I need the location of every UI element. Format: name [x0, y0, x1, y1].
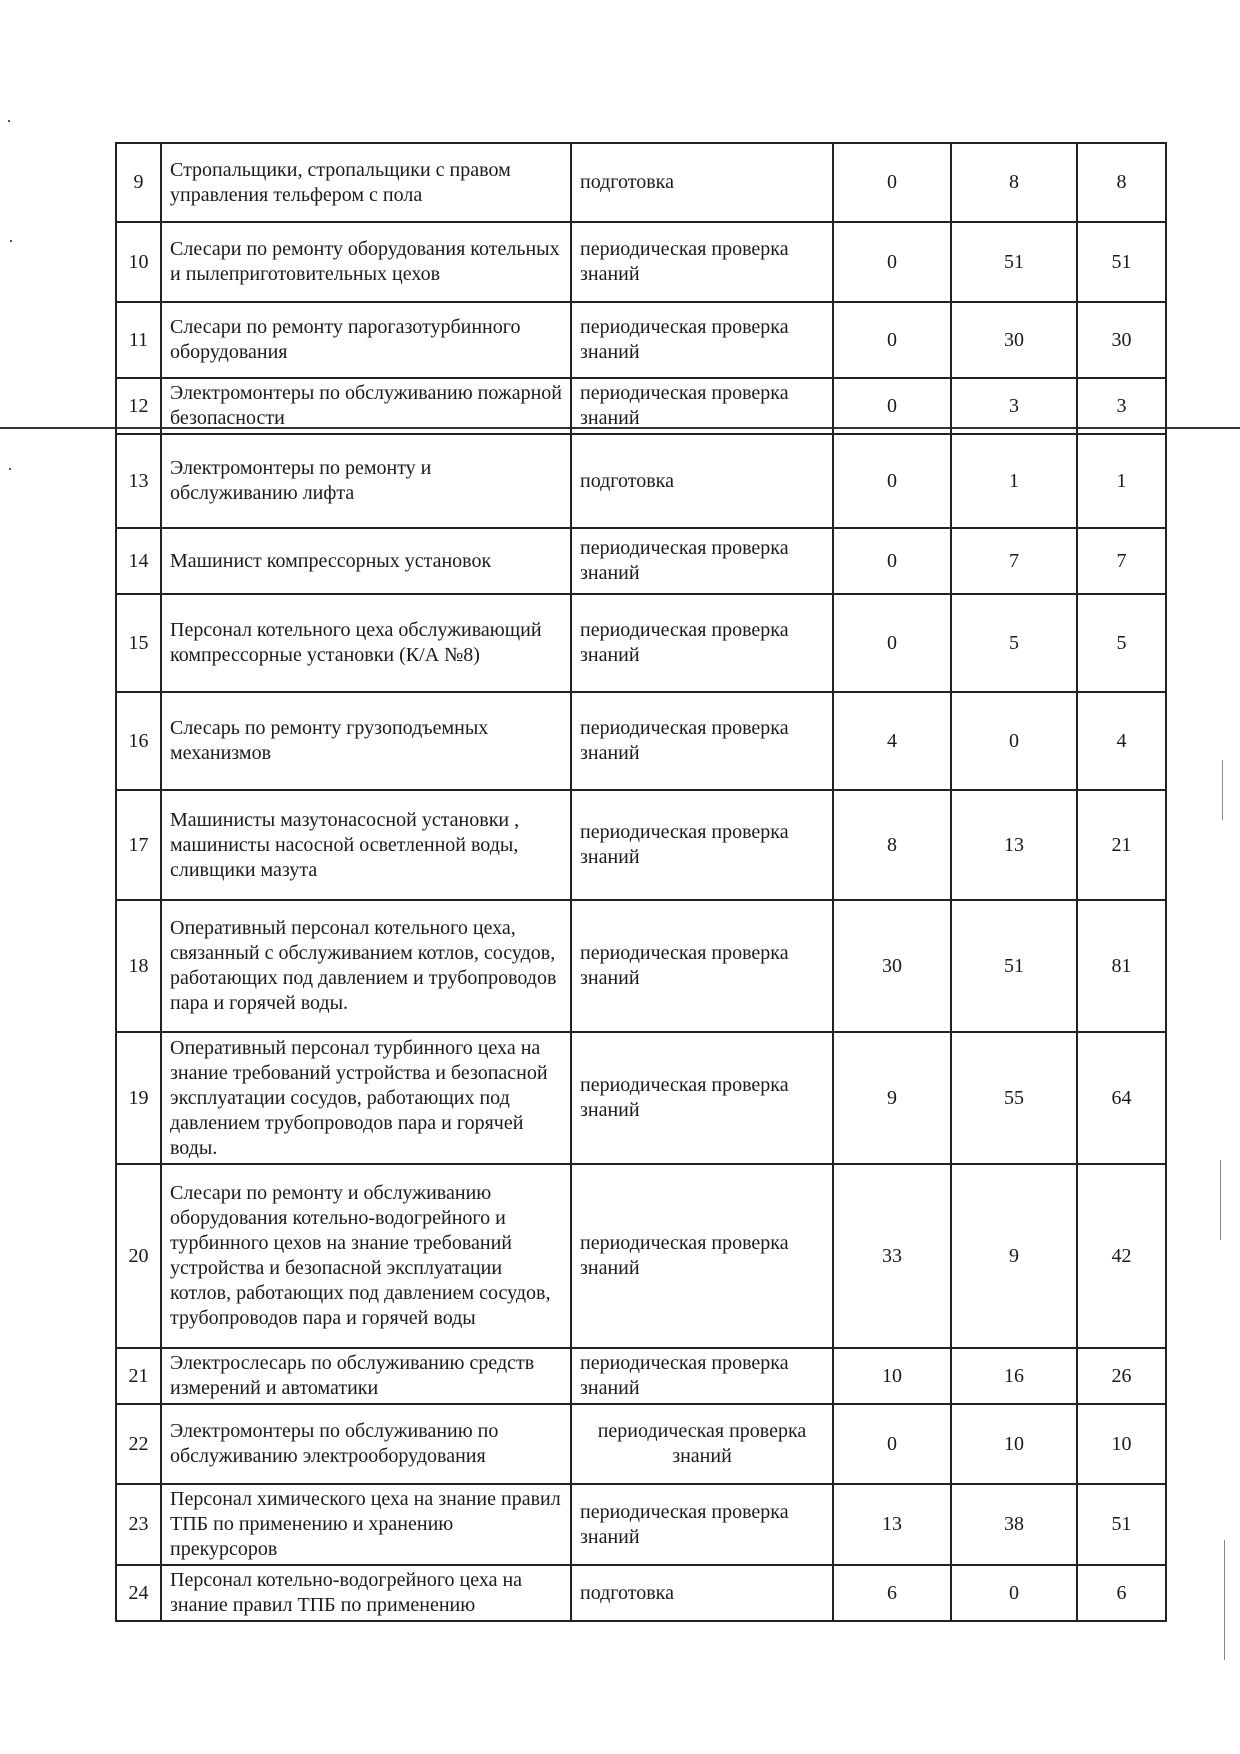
personnel-category: Электромонтеры по ремонту и обслуживанию лифта [161, 434, 571, 528]
count-total: 30 [1077, 302, 1166, 378]
count-col-1: 4 [833, 692, 951, 790]
count-col-1: 9 [833, 1032, 951, 1164]
count-col-1: 30 [833, 900, 951, 1032]
training-type: периодическая проверка знаний [571, 1484, 833, 1565]
training-type: периодическая проверка знаний [571, 1404, 833, 1484]
row-number: 18 [116, 900, 161, 1032]
count-total: 3 [1077, 378, 1166, 434]
personnel-category: Персонал котельного цеха обслуживающий компрессорные установки (К/А №8) [161, 594, 571, 692]
count-total: 5 [1077, 594, 1166, 692]
training-type: периодическая проверка знаний [571, 528, 833, 594]
count-total: 51 [1077, 222, 1166, 302]
training-type: периодическая проверка знаний [571, 1164, 833, 1348]
scan-speck [10, 240, 12, 242]
table-row [116, 1348, 1166, 1404]
training-type: периодическая проверка знаний [571, 222, 833, 302]
count-col-1: 33 [833, 1164, 951, 1348]
personnel-category: Слесари по ремонту парогазотурбинного оборудования [161, 302, 571, 378]
training-type: периодическая проверка знаний [571, 1348, 833, 1404]
table-row [116, 692, 1166, 790]
count-total: 81 [1077, 900, 1166, 1032]
table-row [116, 143, 1166, 222]
count-col-2: 10 [951, 1404, 1077, 1484]
row-number: 11 [116, 302, 161, 378]
training-type: периодическая проверка знаний [571, 790, 833, 900]
table-row [116, 594, 1166, 692]
row-number: 13 [116, 434, 161, 528]
table-row [116, 434, 1166, 528]
table-row [116, 1164, 1166, 1348]
table-row [116, 1484, 1166, 1565]
personnel-category: Электромонтеры по обслуживанию пожарной безопасности [161, 378, 571, 434]
count-col-2: 9 [951, 1164, 1077, 1348]
count-col-1: 13 [833, 1484, 951, 1565]
training-type: подготовка [571, 143, 833, 222]
row-number: 20 [116, 1164, 161, 1348]
count-col-2: 3 [951, 378, 1077, 434]
count-total: 26 [1077, 1348, 1166, 1404]
count-col-2: 0 [951, 692, 1077, 790]
row-number: 22 [116, 1404, 161, 1484]
training-table [115, 142, 1167, 1622]
training-type: подготовка [571, 434, 833, 528]
count-col-2: 5 [951, 594, 1077, 692]
row-number: 9 [116, 143, 161, 222]
personnel-category: Слесарь по ремонту грузоподъемных механизмов [161, 692, 571, 790]
count-col-2: 7 [951, 528, 1077, 594]
table-row [116, 1404, 1166, 1484]
row-number: 10 [116, 222, 161, 302]
table-row [116, 790, 1166, 900]
count-col-1: 0 [833, 143, 951, 222]
count-total: 10 [1077, 1404, 1166, 1484]
count-col-2: 13 [951, 790, 1077, 900]
personnel-category: Электромонтеры по обслуживанию по обслуживанию электрооборудования [161, 1404, 571, 1484]
count-col-1: 0 [833, 434, 951, 528]
count-col-1: 0 [833, 378, 951, 434]
row-number: 24 [116, 1565, 161, 1621]
count-col-2: 51 [951, 900, 1077, 1032]
table-row [116, 528, 1166, 594]
row-number: 23 [116, 1484, 161, 1565]
table-row [116, 900, 1166, 1032]
count-col-1: 0 [833, 1404, 951, 1484]
count-col-2: 16 [951, 1348, 1077, 1404]
count-total: 8 [1077, 143, 1166, 222]
personnel-category: Слесари по ремонту оборудования котельных и пылеприготовительных цехов [161, 222, 571, 302]
training-type: периодическая проверка знаний [571, 900, 833, 1032]
count-total: 21 [1077, 790, 1166, 900]
count-total: 7 [1077, 528, 1166, 594]
personnel-category: Слесари по ремонту и обслуживанию оборудования котельно-водогрейного и турбинного цехов на знание требований устройства и безопасной эксплуатации котлов, работающих под давлением сосудов, трубопроводов пара и горячей воды [161, 1164, 571, 1348]
count-col-2: 1 [951, 434, 1077, 528]
count-col-2: 30 [951, 302, 1077, 378]
training-type: периодическая проверка знаний [571, 1032, 833, 1164]
table-row [116, 1565, 1166, 1621]
training-type: подготовка [571, 1565, 833, 1621]
personnel-category: Электрослесарь по обслуживанию средств измерений и автоматики [161, 1348, 571, 1404]
scan-speck [8, 120, 10, 122]
count-col-1: 10 [833, 1348, 951, 1404]
personnel-category: Стропальщики, стропальщики с правом управления тельфером с пола [161, 143, 571, 222]
row-number: 15 [116, 594, 161, 692]
count-col-1: 0 [833, 222, 951, 302]
personnel-category: Персонал химического цеха на знание правил ТПБ по применению и хранению прекурсоров [161, 1484, 571, 1565]
count-col-2: 8 [951, 143, 1077, 222]
count-col-1: 0 [833, 528, 951, 594]
row-number: 14 [116, 528, 161, 594]
count-col-1: 0 [833, 302, 951, 378]
personnel-category: Машинист компрессорных установок [161, 528, 571, 594]
training-type: периодическая проверка знаний [571, 594, 833, 692]
count-col-2: 38 [951, 1484, 1077, 1565]
table-row [116, 302, 1166, 378]
count-total: 42 [1077, 1164, 1166, 1348]
training-type: периодическая проверка знаний [571, 378, 833, 434]
margin-mark [1222, 760, 1223, 820]
count-col-2: 51 [951, 222, 1077, 302]
count-col-2: 0 [951, 1565, 1077, 1621]
count-total: 51 [1077, 1484, 1166, 1565]
row-number: 16 [116, 692, 161, 790]
training-type: периодическая проверка знаний [571, 302, 833, 378]
table-row [116, 222, 1166, 302]
row-number: 19 [116, 1032, 161, 1164]
count-col-1: 8 [833, 790, 951, 900]
count-total: 4 [1077, 692, 1166, 790]
personnel-category: Персонал котельно-водогрейного цеха на знание правил ТПБ по применению [161, 1565, 571, 1621]
personnel-category: Машинисты мазутонасосной установки , машинисты насосной осветленной воды, сливщики мазута [161, 790, 571, 900]
count-total: 1 [1077, 434, 1166, 528]
count-col-2: 55 [951, 1032, 1077, 1164]
row-number: 17 [116, 790, 161, 900]
count-col-1: 0 [833, 594, 951, 692]
count-total: 64 [1077, 1032, 1166, 1164]
table-row [116, 1032, 1166, 1164]
row-number: 12 [116, 378, 161, 434]
margin-mark [1224, 1540, 1225, 1660]
personnel-category: Оперативный персонал котельного цеха, связанный с обслуживанием котлов, сосудов, работающих под давлением и трубопроводов пара и горячей воды. [161, 900, 571, 1032]
table-row [116, 378, 1166, 434]
count-col-1: 6 [833, 1565, 951, 1621]
row-number: 21 [116, 1348, 161, 1404]
margin-mark [1220, 1160, 1221, 1240]
scan-speck [9, 468, 11, 470]
personnel-category: Оперативный персонал турбинного цеха на знание требований устройства и безопасной эксплуатации сосудов, работающих под давлением трубопроводов пара и горячей воды. [161, 1032, 571, 1164]
training-type: периодическая проверка знаний [571, 692, 833, 790]
count-total: 6 [1077, 1565, 1166, 1621]
